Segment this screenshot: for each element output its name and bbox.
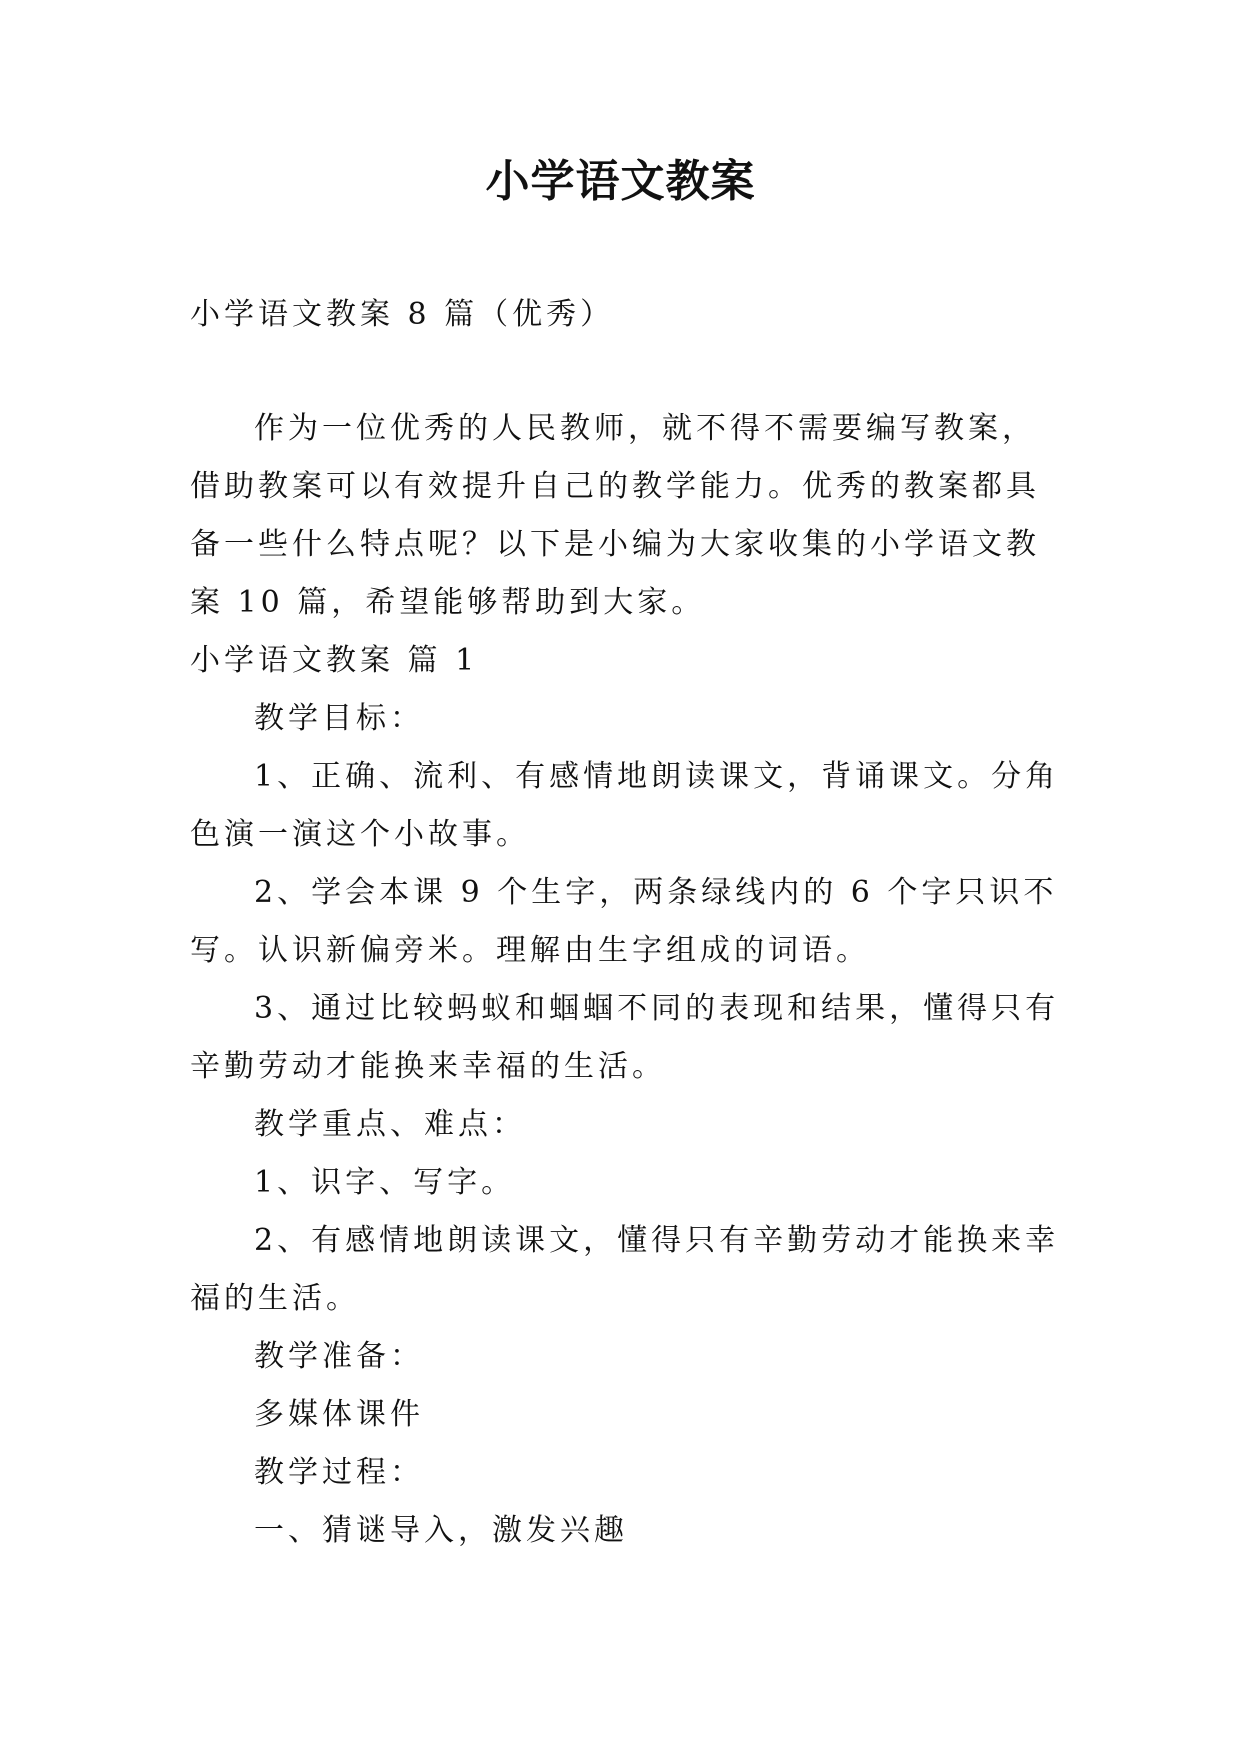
key-points-heading: 教学重点、难点： bbox=[254, 1107, 526, 1142]
goal-item-2: 2、学会本课 9 个生字，两条绿线内的 6 个字只识不写。认识新偏旁米。理解由生字组成的词语。 bbox=[190, 875, 1058, 968]
goal-item-3: 3、通过比较蚂蚁和蝈蝈不同的表现和结果，懂得只有辛勤劳动才能换来幸福的生活。 bbox=[190, 991, 1060, 1084]
goal-item-1: 1、正确、流利、有感情地朗读课文，背诵课文。分角色演一演这个小故事。 bbox=[190, 759, 1060, 852]
document-body bbox=[190, 400, 1060, 1560]
document-subtitle: 小学语文教案 8 篇（优秀） bbox=[190, 297, 615, 332]
process-step-1: 一、猜谜导入，激发兴趣 bbox=[254, 1513, 628, 1548]
teaching-goals-heading: 教学目标： bbox=[254, 701, 424, 736]
process-heading: 教学过程： bbox=[254, 1455, 424, 1490]
preparation-item: 多媒体课件 bbox=[254, 1397, 424, 1432]
preparation-heading: 教学准备： bbox=[254, 1339, 424, 1374]
document-title: 小学语文教案 bbox=[485, 156, 756, 207]
key-point-item-2: 2、有感情地朗读课文，懂得只有辛勤劳动才能换来幸福的生活。 bbox=[190, 1223, 1060, 1316]
intro-paragraph: 作为一位优秀的人民教师，就不得不需要编写教案，借助教案可以有效提升自己的教学能力。优秀的教案都具备一些什么特点呢？以下是小编为大家收集的小学语文教案 10 篇，希望能够帮助到大家。 bbox=[190, 411, 1040, 620]
section-heading: 小学语文教案 篇 1 bbox=[190, 643, 479, 678]
key-point-item-1: 1、识字、写字。 bbox=[254, 1165, 516, 1200]
